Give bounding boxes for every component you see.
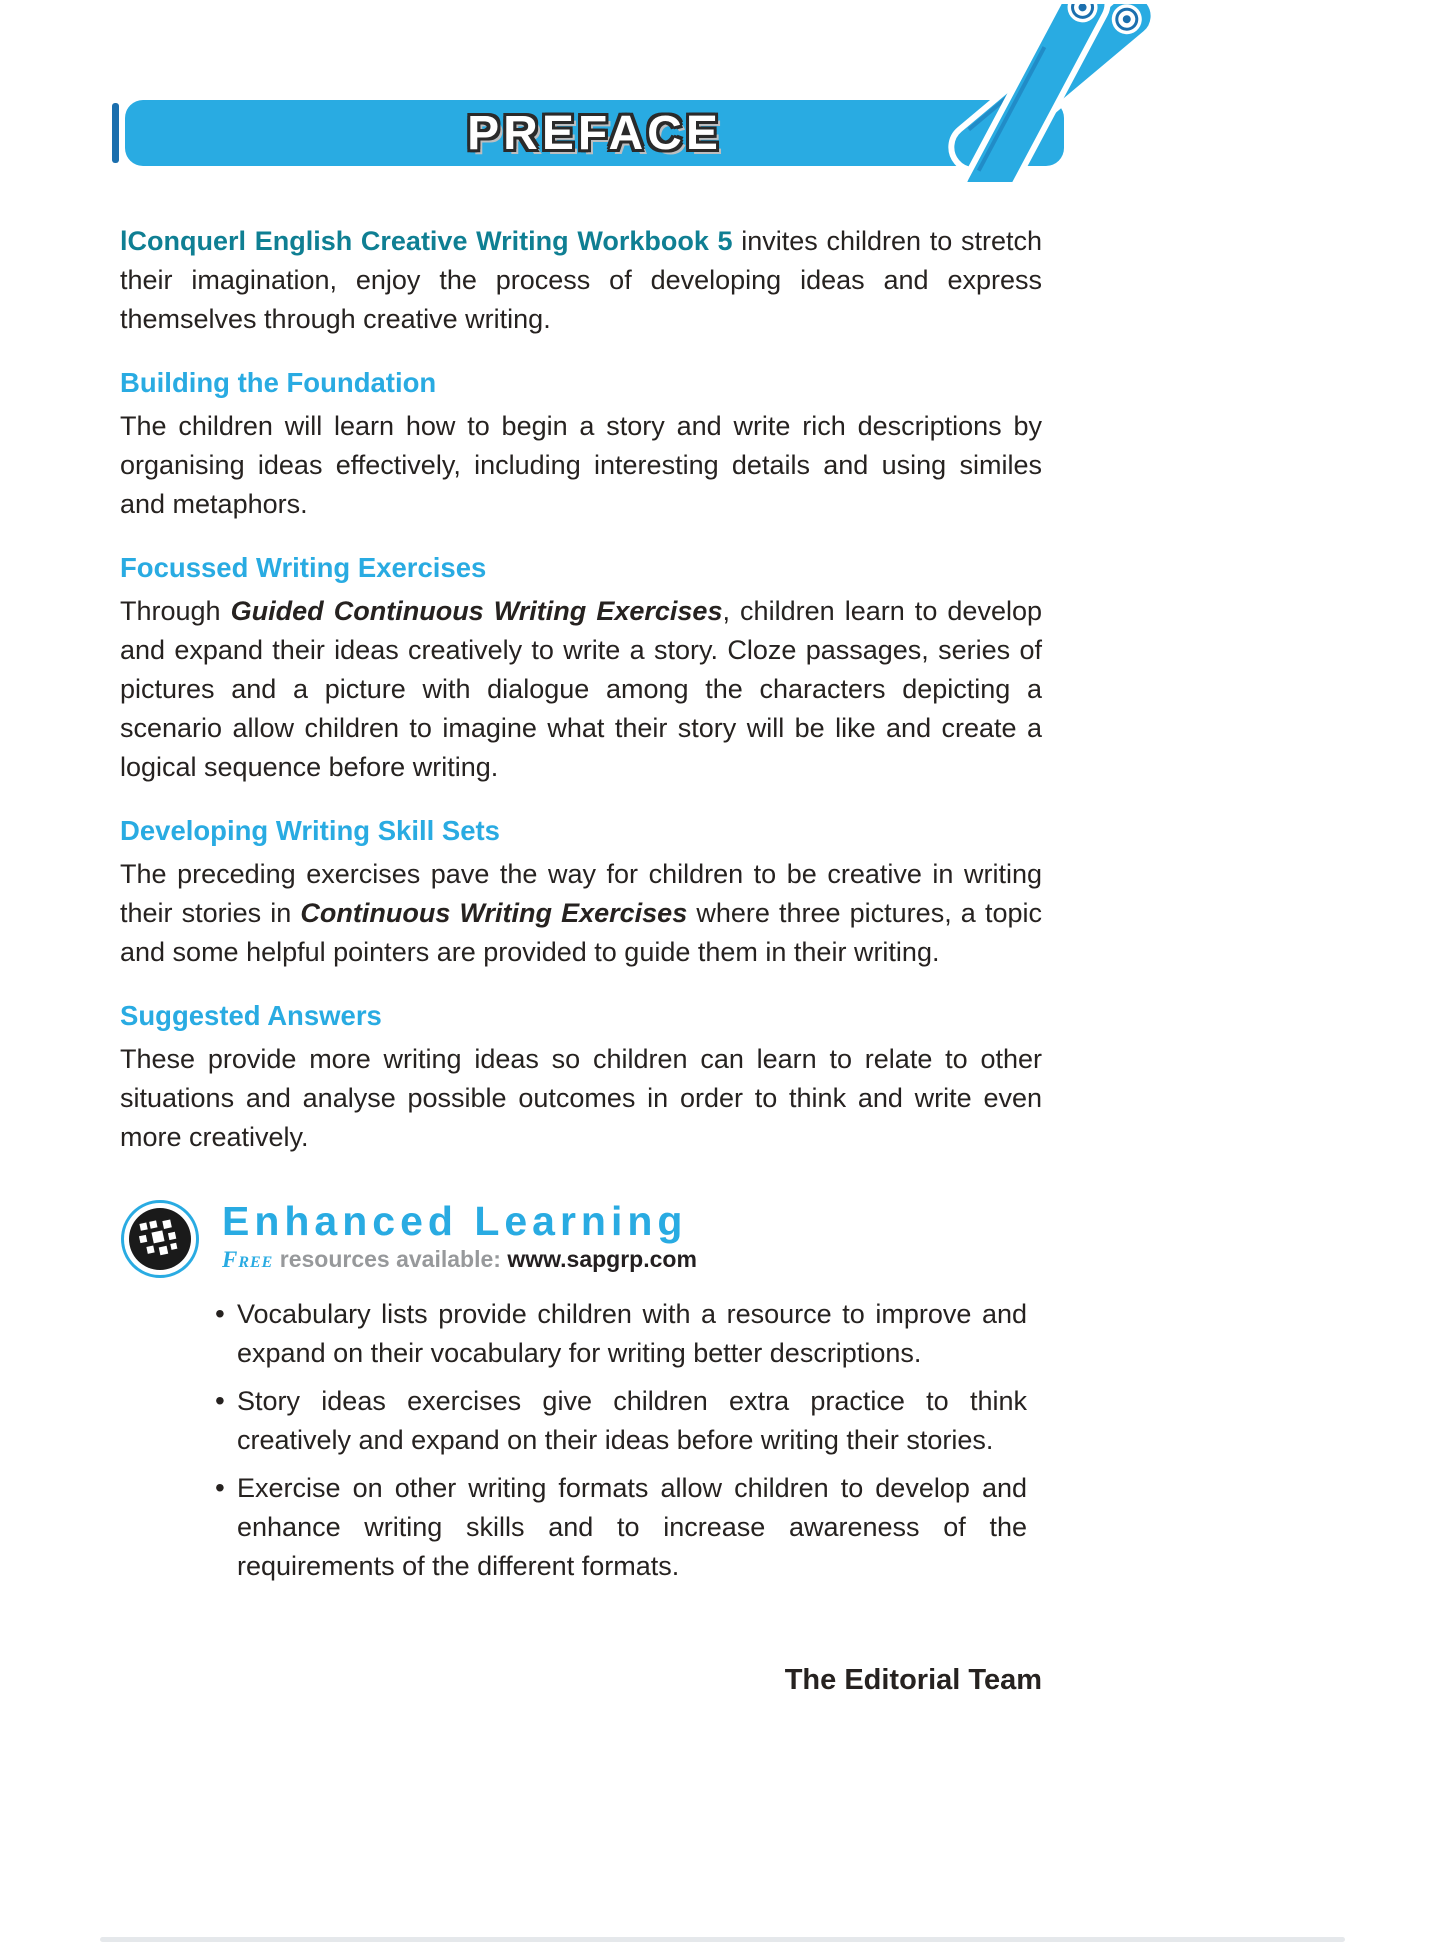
section-body-developing-writing-skill-sets	[120, 855, 1042, 972]
focussed-post-text: , children learn to develop and expand their ideas creatively to write a story. Cloze passages, series of pictures and a picture with dialogue among the characters depicting a scenario allow children to imagine what their story will be like and create a logical sequence before writing.	[120, 596, 1042, 782]
developing-pre-text: The preceding exercises pave the way for children to be creative in writing their stories in	[120, 859, 1042, 928]
workbook-title: lConquerl English Creative Writing Workbook 5	[120, 226, 733, 256]
enhanced-learning-title: Enhanced Learning	[222, 1198, 688, 1244]
bullet-text: Story ideas exercises give children extra practice to think creatively and expand on their ideas before writing their stories.	[237, 1386, 1027, 1455]
section-body-focussed-writing-exercises	[120, 592, 1042, 787]
bullet-icon: •	[215, 1385, 225, 1416]
section-heading-suggested-answers: Suggested Answers	[120, 1000, 382, 1031]
resources-label: resources available:	[279, 1246, 501, 1272]
bullet-text: Exercise on other writing formats allow children to develop and enhance writing skills and to increase awareness of the requirements of the different formats.	[237, 1473, 1027, 1581]
section-heading-developing-writing-skill-sets: Developing Writing Skill Sets	[120, 815, 500, 846]
enhanced-learning-text	[222, 1199, 697, 1273]
list-item	[215, 1382, 1027, 1460]
bullet-icon: •	[215, 1298, 225, 1329]
page-scan-edge	[100, 1937, 1345, 1942]
developing-post-text: where three pictures, a topic and some helpful pointers are provided to guide them in their writing.	[120, 898, 1042, 967]
developing-emphasis-text: Continuous Writing Exercises	[300, 898, 688, 928]
banner	[112, 100, 1064, 166]
enhanced-learning-subtitle	[222, 1246, 697, 1273]
focussed-pre-text: Through	[120, 596, 231, 626]
intro-text: invites children to stretch their imagination, enjoy the process of developing ideas and express themselves through creative writing.	[120, 226, 1043, 334]
section-body-building-the-foundation: The children will learn how to begin a story and write rich descriptions by organising ideas effectively, including interesting details and using similes and metaphors.	[120, 411, 1042, 519]
focussed-emphasis-text: Guided Continuous Writing Exercises	[230, 596, 723, 626]
section-heading-building-the-foundation: Building the Foundation	[120, 367, 437, 398]
list-item	[215, 1469, 1027, 1586]
qr-code-circle-icon	[120, 1199, 200, 1279]
banner-left-accent	[112, 103, 119, 163]
resources-url: www.sapgrp.com	[507, 1246, 697, 1272]
bullet-text: Vocabulary lists provide children with a resource to improve and expand on their vocabulary for writing better descriptions.	[237, 1299, 1027, 1368]
section-body-suggested-answers: These provide more writing ideas so children can learn to relate to other situations and analyse possible outcomes in order to think and write even more creatively.	[120, 1044, 1042, 1152]
intro-paragraph	[120, 222, 1042, 339]
page-title: PREFACE	[467, 106, 722, 160]
bullet-icon: •	[215, 1472, 225, 1503]
free-label: Free	[222, 1247, 274, 1272]
enhanced-learning-bullet-list	[215, 1295, 1027, 1586]
enhanced-learning-block	[120, 1199, 1042, 1279]
section-heading-focussed-writing-exercises: Focussed Writing Exercises	[120, 552, 487, 583]
list-item	[215, 1295, 1027, 1373]
preface-banner	[125, 100, 1064, 166]
editorial-team-credit: The Editorial Team	[784, 1664, 1042, 1696]
preface-content	[120, 222, 1042, 1697]
crossed-crayons-icon	[928, 4, 1156, 182]
